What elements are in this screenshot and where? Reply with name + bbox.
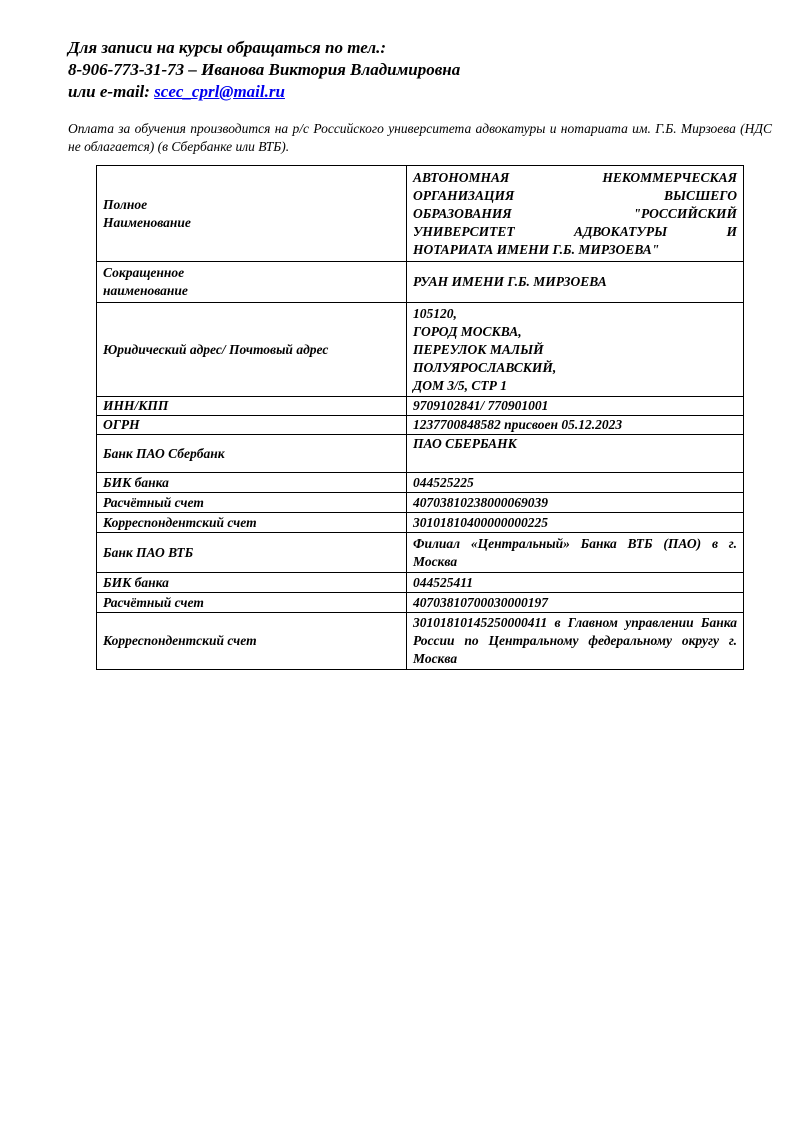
value-line: НОТАРИАТА ИМЕНИ Г.Б. МИРЗОЕВА"	[413, 241, 660, 257]
email-prefix: или e-mail:	[68, 82, 155, 101]
value-line: УНИВЕРСИТЕТ АДВОКАТУРЫ И	[413, 223, 737, 239]
value-line: ГОРОД МОСКВА,	[413, 323, 522, 339]
table-row-address	[97, 303, 744, 397]
value-line: ОРГАНИЗАЦИЯ ВЫСШЕГО	[413, 187, 737, 203]
email-link[interactable]: scec_cprl@mail.ru	[154, 82, 285, 101]
row-value	[407, 166, 744, 262]
row-label: Полное Наименование	[97, 166, 407, 262]
row-value: ПАО СБЕРБАНК	[407, 435, 744, 473]
row-value	[407, 303, 744, 397]
table-row-ogrn	[97, 416, 744, 435]
table-row-full-name	[97, 166, 744, 262]
row-label: Юридический адрес/ Почтовый адрес	[97, 303, 407, 397]
table-row-sber-bank	[97, 435, 744, 473]
row-value: 40703810238000069039	[407, 493, 744, 513]
contact-line-1: Для записи на курсы обращаться по тел.:	[68, 38, 387, 57]
row-value: 30101810145250000411 в Главном управлении Банка России по Центральному федеральному округу г. Москва	[407, 613, 744, 670]
table-row-vtb-bank	[97, 533, 744, 573]
row-label: Банк ПАО ВТБ	[97, 533, 407, 573]
row-label: ИНН/КПП	[97, 397, 407, 416]
row-label: Корреспондентский счет	[97, 513, 407, 533]
row-label: Расчётный счет	[97, 593, 407, 613]
table-row-sber-corr-account	[97, 513, 744, 533]
row-value: Филиал «Центральный» Банка ВТБ (ПАО) в г. Москва	[407, 533, 744, 573]
contact-line-3	[68, 81, 768, 103]
contact-line-2: 8-906-773-31-73 – Иванова Виктория Владимировна	[68, 60, 461, 79]
table-row-short-name	[97, 262, 744, 303]
row-label: Корреспондентский счет	[97, 613, 407, 670]
value-line: АВТОНОМНАЯ НЕКОММЕРЧЕСКАЯ	[413, 169, 737, 185]
row-value: РУАН ИМЕНИ Г.Б. МИРЗОЕВА	[407, 262, 744, 303]
row-label: БИК банка	[97, 473, 407, 493]
table-row-vtb-account	[97, 593, 744, 613]
contact-header	[68, 37, 768, 103]
table-row-sber-bik	[97, 473, 744, 493]
bank-details-table	[96, 165, 744, 670]
row-label: БИК банка	[97, 573, 407, 593]
row-label: ОГРН	[97, 416, 407, 435]
table-row-vtb-corr-account	[97, 613, 744, 670]
value-line: 105120,	[413, 305, 457, 321]
row-value: 044525411	[407, 573, 744, 593]
value-line: ОБРАЗОВАНИЯ "РОССИЙСКИЙ	[413, 205, 737, 221]
payment-note: Оплата за обучения производится на р/с Российского университета адвокатуры и нотариата им. Г.Б. Мирзоева (НДС не облагается) (в Сбербанке или ВТБ).	[68, 121, 772, 154]
row-value: 1237700848582 присвоен 05.12.2023	[407, 416, 744, 435]
row-label: Расчётный счет	[97, 493, 407, 513]
table-row-sber-account	[97, 493, 744, 513]
row-label: Банк ПАО Сбербанк	[97, 435, 407, 473]
value-line: ДОМ 3/5, СТР 1	[413, 377, 507, 393]
row-value: 9709102841/ 770901001	[407, 397, 744, 416]
table-row-vtb-bik	[97, 573, 744, 593]
table-row-inn-kpp	[97, 397, 744, 416]
value-line: ПЕРЕУЛОК МАЛЫЙ	[413, 341, 544, 357]
row-label: Сокращенное наименование	[97, 262, 407, 303]
row-value: 40703810700030000197	[407, 593, 744, 613]
row-value: 30101810400000000225	[407, 513, 744, 533]
row-value: 044525225	[407, 473, 744, 493]
value-line: ПОЛУЯРОСЛАВСКИЙ,	[413, 359, 557, 375]
